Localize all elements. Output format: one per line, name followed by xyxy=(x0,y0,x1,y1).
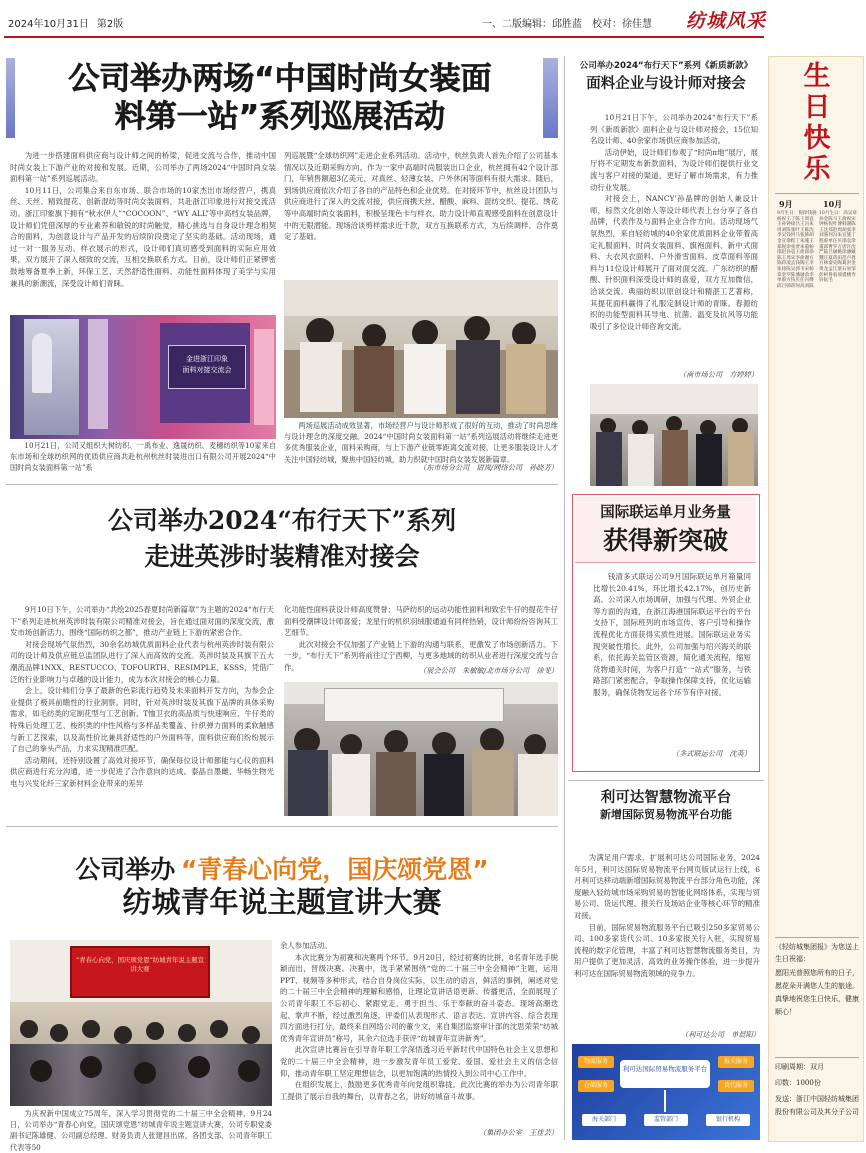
masthead-rule xyxy=(4,36,764,38)
a4-para2: 活动伊始，设计师们参观了“时尚π地”展厅，展厅将不定期发布新款面料，为设计师们提供行业交流与客户对接的渠道，更好了解市场需求，有力推动行业发展。 xyxy=(590,147,758,192)
a3-screen-text: “青春心向党，国庆颂党恩”纺城青年说主题宣讲大赛 xyxy=(75,956,205,973)
a2-para6: 此次对接会不仅加强了产业链上下游的沟通与联系，更激发了市场创新活力。下一步，“布行天下”系列将前往辽宁西柳，与更多地域的纺织从业者进行深度交流与合作。 xyxy=(284,639,558,672)
a4-title-line1: 公司举办2024“布行天下”系列《新质新款》 xyxy=(579,61,753,71)
a5-title-band xyxy=(575,497,756,563)
birthday-sep-label: 9月 xyxy=(779,199,793,209)
a3-title-theme: “青春心向党，国庆颂党恩” xyxy=(180,855,489,884)
masthead-logo: 纺城风采 xyxy=(686,10,767,32)
a1-para2: 10月11日，公司集合来自东市场、联合市场的10家杰出市场经营户，携真丝、天丝、精致提花、创新混纺等时尚女装面料，共赴浙江印象进行对接交流活动。浙江印象旗下拥有“秋水伊人”“COCOON”、“WY ALL”等中高档女装品牌，设计师们凭借深厚的专业素养和敏锐的时尚触觉，精心挑选与自身设计理念相契合的面料，为创意设计与产品开发的后续阶段奠定了坚实的基础。活动现场，通过一对一服务互动、样衣展示的形式，设计师们真切感受到面料的实际应用效果，双方展开了深入细致的交流，互相交换联系方式。目前，设计师们正紧锣密鼓地筹备夏季上新，环保工艺、天然舒适性面料、功能性面料体现了美学与实用兼具的新潮流，深受设计师们青睐。 xyxy=(10,185,276,288)
a6-diagram-box-6: 银行机构 xyxy=(706,1114,750,1126)
a6-diagram-box-3: 货代服务 xyxy=(718,1080,754,1092)
a6-para2: 目前，国际贸易物流服务平台已吸引250多家贸易公司、100多家货代公司、10多家报关行入驻，实现贸易流程的数字化管理，丰富了利可达智慧物流服务类目，为用户提供了更加灵活、高效的业务操作体验，进一步提升利可达在国际贸易物流领域的竞争力。 xyxy=(574,922,760,978)
a1-title-line2: 料第一站”系列巡展活动 xyxy=(114,99,446,135)
birthday-print2: 印数：1000份 xyxy=(775,1079,821,1087)
a6-title-line2: 新增国际贸易物流平台功能 xyxy=(600,808,732,821)
a2-para3: 会上，设计师们分享了最新的色彩流行趋势及未来面料开发方向，为参会企业提供了极具前瞻性的行业洞察。同时，针对英涉时装及其旗下品牌的具体采购需求，如毛纺类的定制花型与工艺创新、T恤卫衣的高品质与快速响应、牛仔类的特殊后处理工艺、梭织类的中性风格与多样品类覆盖、针织弹力面料的柔软触感与新工艺探索，以及高性价比兼具舒适性的户外面料等，面料供应商们纷纷展示了自己的拳头产品，力求实现精准匹配。 xyxy=(10,686,274,754)
birthday-oct-label: 10月 xyxy=(823,199,843,209)
a2-para5: 化功能性面料获设计师高度赞誉；马萨纺织的运动功能性面料和致宏牛仔的提花牛仔面料受潮牌设计师喜爱；龙星行的机织羽绒服通道有同样热销，设计师纷纷咨询其工艺细节。 xyxy=(284,605,558,638)
birthday-wish-title: 《轻纺城集团报》为您送上生日祝福： xyxy=(775,943,859,963)
a1-headline-box xyxy=(6,58,558,138)
masthead xyxy=(0,0,866,44)
a1-board: 金进浙江印象 面料对接交流会 xyxy=(168,345,246,389)
a3-para4: 在组织发展上，鼓励更多优秀青年向党组织靠拢。此次比赛的举办为公司青年职工提供了展示自我的舞台，以青春之名，讲好纺城奋斗故事。 xyxy=(280,1080,558,1101)
a3-para1: 余人参加活动。 xyxy=(280,941,332,950)
a1-col1 xyxy=(10,150,276,314)
a2-para4: 活动期间，还特别设置了高效对接环节，确保每位设计师都能与心仪的面料供应商进行充分沟通，进一步促进了合作意向的达成。泰晶自墨雌、华畅生物光电与兴发化纤三家新材料企业带来的差异 xyxy=(10,755,274,788)
a4-para1: 10月21日下午，公司举办2024“布行天下”系列《新质新款》面料企业与设计师对接会，15位知名设计师、40余家市场供应商参加活动。 xyxy=(590,113,758,146)
a3-title-line2: 纺城青年说主题宣讲大赛 xyxy=(122,885,442,919)
a5-title-line2: 获得新突破 xyxy=(602,526,728,555)
divider-3 xyxy=(568,780,764,781)
a6-para1: 为满足用户需求、扩展利可达公司国际业务，2024年5月，利可达国际贸易物流平台网页版试运行上线，6月利可达移动端新增国际贸易物流平台部分角色功能，深度融入轻纺城市场采购贸易的智能化网络体系，实现与贸易公司、货运代理、报关行及场站企业等核心环节的精准对接。 xyxy=(574,853,760,920)
a2-title-line2: 走进英涉时装精准对接会 xyxy=(144,542,420,571)
a6-diagram-center: 利可达国际贸易物流服务平台 xyxy=(620,1060,710,1088)
a6-diagram-box-5: 监管部门 xyxy=(644,1114,688,1126)
a6-diagram-box-4: 海关部门 xyxy=(582,1114,626,1126)
a1-caption2: 两场巡展活动成效显著，市场经营户与设计师形成了很好的互动，推动了时尚思维与设计理念的深度交融。2024“中国时尚女装面料第一站”系列巡展活动将继续走进更多优秀服装企业，面料采购商，与上下游产业链零距离交流对接，让更多服装设计人才关注中国轻纺城，聚焦中国轻纺城，助力织就中国时尚女装发展新篇章。 xyxy=(284,421,558,464)
a2-title-line1: 公司举办2024“布行天下”系列 xyxy=(107,506,457,535)
a3-para3: 此次宣讲比赛旨在引导青年职工学深悟透习近平新时代中国特色社会主义思想和党的二十届三中全会精神，进一步激发青年员工爱党、爱国、爱社会主义的信念信仰，推动青年职工坚定理想信念，以更加饱满的热情投入到公司中心工作中。 xyxy=(280,1045,558,1078)
a2-para2: 对接会现场气氛热烈，30余名纺城优质面料企业代表与杭州英涉时装有限公司的设计师及供应链总监团队进行了深入而高效的交流。英涉时装及其旗下五大潮流品牌1NXX、RESTUCCO、TOFOURTH、RESIMPLE、KSSS，凭借广泛的行业影响力与卓越的设计能力，成为本次对接会的核心力量。 xyxy=(10,639,274,684)
a4-para3: 对接会上，NANCY'孙晶牌的创始人兼设计师，棕然文化创始人等设计师代表上台分享了各自品牌，代表作及与面料企业合作方向。活动现场气氛热烈，来自轻纺城的40余家优质面料企业带着高定礼服面料、时尚女装面料、旗袍面料、新中式面料、大衣风衣面料、户外滑雪面料、皮草面料等面料与11位设计师展开了面对面交流。广东纺织的醋酸、针织面料深受设计师的喜爱，双方互加微信，洽谈交流。典丽纺织以原创设计和精湛工艺著称，其提花面料赢得了礼服定制设计师的青睐。春源纺织的功能型面料其导电、抗菌、温变及抗风等功能吸引了多位设计师咨询交流。 xyxy=(590,194,758,331)
a4-body xyxy=(590,112,758,368)
a3-credit: （集团办公室 王佳芸） xyxy=(478,1128,558,1137)
a5-para1: 钱清多式联运公司9月国际联运单月箱量同比增长20.41%，环比增长42.17%，创历史新高。公司深入市场调研，加强与代理、外贸企业等方面的沟通，在浙江海港国际联运平台的平台支持下，国际班列的市场宣传、客户引导和操作流程优化方面获得实质性进展。国际联运业务实现突破性增长。此外，公司加强与绍兴海关的联系，依托海关监管区资源，简化通关流程，缩短货物通关时间，为客户打造“一站式”服务，与铁路部门紧密配合，争取操作保障支持，优化运输服务，确保货物发运各个环节有序对接。 xyxy=(593,572,751,697)
a3-photo xyxy=(10,940,272,1106)
a6-body xyxy=(574,852,760,1028)
column-rule xyxy=(564,56,565,1140)
a3-title-line1 xyxy=(6,850,558,884)
a5-title-line1: 国际联运单月业务量 xyxy=(600,505,731,521)
birthday-title: 生 日 快 乐 xyxy=(803,61,831,185)
a4-credit: （南市场公司 方婷婷） xyxy=(678,370,758,379)
a1-title-line1: 公司举办两场“中国时尚女装面 xyxy=(68,61,492,97)
a1-para3: 列巡展暨“全球纺织网”走进企业系列活动。活动中，杭丝负责人首先介绍了公司基本情况以及近期采购方向。作为一家中高端时尚服装出口企业，杭丝拥有42个设计部门，年销售额超3亿美元，对真丝、轻薄女装、户外休闲等面料有很大需求。随后，到场供应商依次介绍了各自的产品特色和企业优势。在对接环节中，杭丝设计团队与供应商进行了深入的交流对接，供应商携天丝、醋酸、麻料、混纺交织、提花、绣花等中高端时尚女装面料，积极呈现色卡与样衣，助力设计师直观感受面料在创意设计中的无限潜能。现场洽谈剪样需求近千款，双方互换联系方式，为后续调样、合作奠定了基础。 xyxy=(284,151,558,242)
masthead-date: 2024年10月31日 第2版 xyxy=(8,19,124,30)
a5-credit: （多式联运公司 沈英） xyxy=(671,749,751,758)
a2-photo xyxy=(284,682,558,816)
a3-para2: 本次比赛分为初赛和决赛两个环节。9月20日，经过初赛的比拼，8名青年选手脱颖而出，晋级决赛。决赛中，选手紧紧围绕“党的二十届三中全会精神”主题，运用PPT、视频等多种形式，结合自身岗位实际，以生动的语言，鲜活的事例，阐述对党的二十届三中全会精神的理解和感悟，让理论宣讲话语更新、传播更活，全面展现了公司青年职工不忘初心、紧跟党走、勇于担当、乐于奉献的奋斗姿态。现场高潮迭起、掌声不断，经过激烈角逐，评委们从表现形式、语言表达、宣讲内容、综合表现四方面进行打分，最终来自网络公司的董少文，来自集团监察审计部的沈思荣荣“纺城优秀青年宣讲员”称号，其余六位选手获评“纺城青年宣讲新秀”。 xyxy=(280,952,558,1043)
a6-title-line1: 利可达智慧物流平台 xyxy=(600,790,732,806)
a6-diagram-box-1: 报关服务 xyxy=(718,1056,754,1068)
a6-diagram-box-2: 仓储服务 xyxy=(578,1080,614,1092)
birthday-sep-list: 9月生日：倪徐钱骆杨祝王丁陈王周袁王孙钟徐吕王冯朱周刘陈张叶王陈沈李吴钱何马张韩胡金宣俞程丁朱施王郑倪余张贾朱董杨邵赵孙袁王俞邱徐陈王周宋李俞谢方陈蒋凌孟钱陶王李张徐陈吴郭韦宋杨章金罗陈潘屠余李单蔡方钱贝任冯傅邱吕韩蒋何高刘陈 xyxy=(777,211,817,289)
a2-col1 xyxy=(10,604,274,820)
a1-photo-right xyxy=(284,280,558,418)
birthday-sidebar xyxy=(768,56,864,1142)
a1-credit: （东市场分公司 尉岚/网络公司 孙晓芳） xyxy=(419,463,558,472)
a1-caption1: 10月21日，公司又组织大树纺织、一禹布业、逸晟纺织、麦穗纺织等10家来自东市场和全球纺织网的优质供应商共赴杭州杭丝时装进出口有限公司开展2024“中国时尚女装面料第一站”系 xyxy=(10,441,276,473)
a5-box xyxy=(572,494,760,772)
a4-photo xyxy=(590,384,758,486)
a2-para1: 9月10日下午，公司举办“共绘2025春夏时尚新篇章”为主题的2024“布行天下”系列走进杭州英涉时装有限公司精准对接会，旨在通过面对面的深度交流，激发市场创新活力，围绕“国际纺织之都”，推动产业链上下游的紧密合作。 xyxy=(10,605,274,638)
a2-credit: （展会公司 朱敏敏/北市场分公司 徐斐） xyxy=(419,666,558,675)
a4-title-line2: 面料企业与设计师对接会 xyxy=(586,76,746,92)
divider-2 xyxy=(6,826,558,827)
a6-credit: （利可达公司 单晨阳） xyxy=(680,1030,760,1039)
divider-1 xyxy=(6,484,558,485)
birthday-print1: 印刷周期：双月 xyxy=(775,1063,824,1071)
birthday-print3: 发送：浙江中国轻纺城集团股份有限公司及其分子公司 xyxy=(775,1095,859,1116)
a1-photo-left xyxy=(10,315,276,439)
masthead-editors: 一、二版编辑：邱胜蓝 校对：徐佳慧 xyxy=(482,19,652,30)
a3-caption: 为庆祝新中国成立75周年，深入学习贯彻党的二十届三中全会精神，9月24日，公司举办“青春心向党，国庆颂党恩”纺城青年说主题宣讲大赛，公司专职党委副书记陈雄健、公司副总经理、财务负责人张建昌出席，各团支部、公司青年职工代表等50 xyxy=(10,1109,272,1152)
a3-title-prefix: 公司举办 xyxy=(75,855,176,884)
a1-para1: 为进一步搭建面料供应商与设计师之间的桥梁，促进交流与合作，推动中国时尚女装上下游产业的对接和发展。近期，公司举办了两场2024“中国时尚女装面料第一站”系列巡展活动。 xyxy=(10,151,276,184)
a6-diagram xyxy=(572,1044,760,1140)
birthday-oct-list: 10月生日：高吴章孙金陈马王俞祝宋钟杨倪叶傅韩谢陈王沈郑赵周胡张李刘骆何冯朱宣施丁程蔡单任贝邵袁余董邱曹罗万唐许沈严陆吕屠姚徐潘戴魏汪夏蒋田范卢龚方林秦史陶葛洪金黄龙孟江梁石易邹彭柯鲁翁项裘楼寿钭阮毛 xyxy=(819,211,858,284)
birthday-wish-body: 愿阳光普照您所有的日子，愿花朵开满您人生的旅途。真挚地祝您生日快乐，健康顺心！ xyxy=(775,969,859,1016)
a6-diagram-box-0: 物流服务 xyxy=(578,1056,614,1068)
a3-col2 xyxy=(280,940,558,1128)
